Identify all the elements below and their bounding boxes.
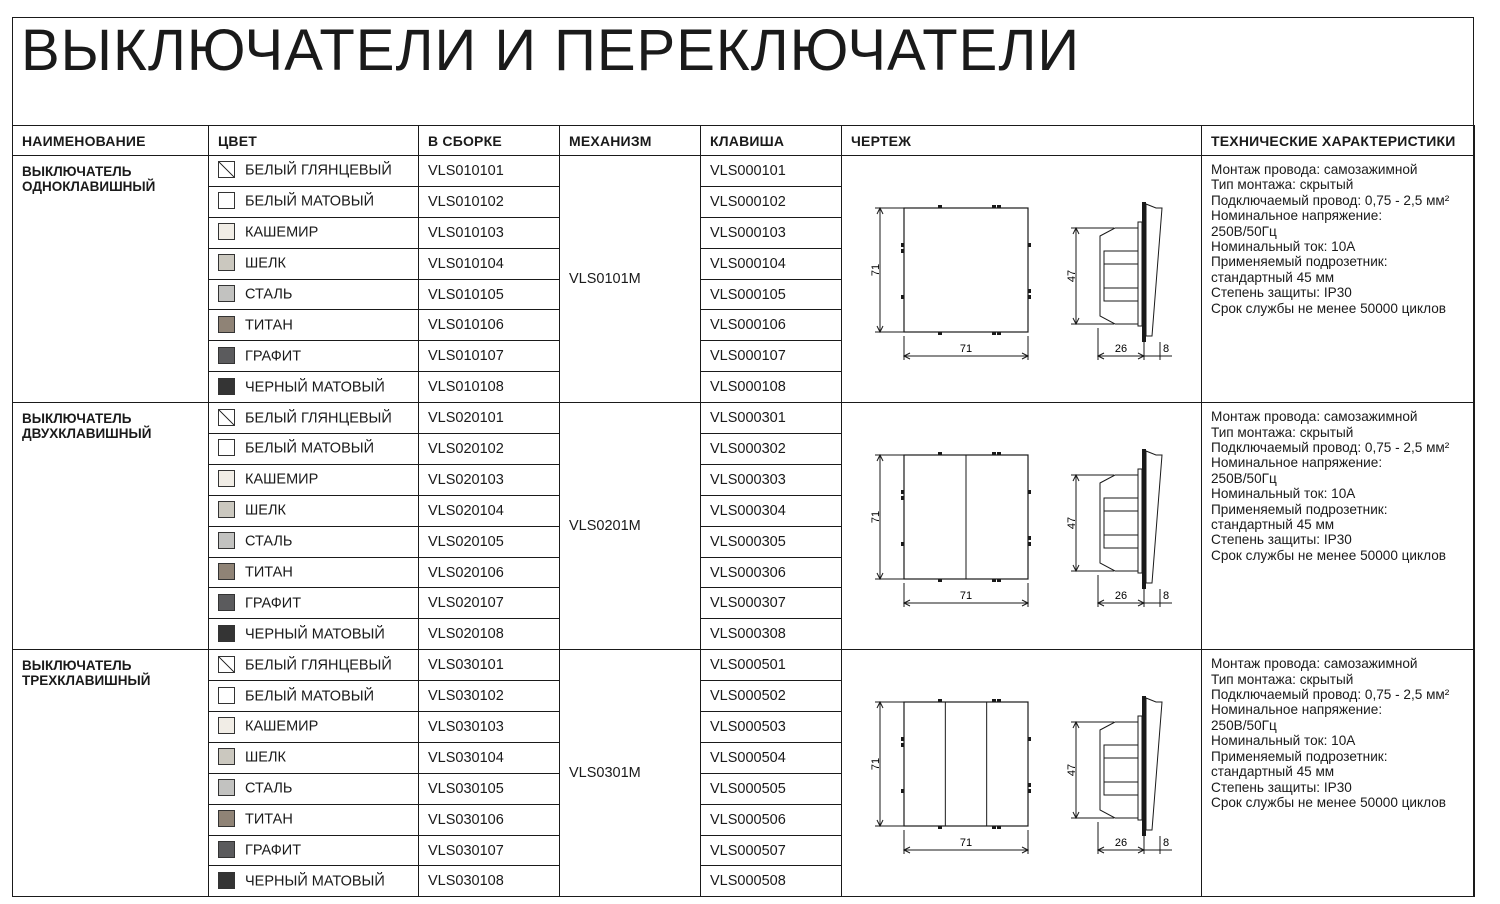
front-plate — [904, 702, 1028, 826]
color-cell — [209, 156, 419, 187]
mechanism-code: VLS0201M — [560, 403, 701, 650]
table-row — [13, 156, 1475, 187]
color-cell — [209, 403, 419, 434]
spec-line: Номинальное напряжение: — [1211, 702, 1383, 718]
key-code: VLS000503 — [701, 712, 842, 743]
key-code: VLS000507 — [701, 835, 842, 866]
plate-tab — [997, 205, 1001, 208]
key-code: VLS000306 — [701, 557, 842, 588]
spec-line: стандартный 45 мм — [1211, 269, 1335, 285]
plate-tab — [1028, 490, 1031, 494]
dim-width-label: 71 — [959, 343, 973, 355]
key-code: VLS000501 — [701, 650, 842, 681]
key-code: VLS000108 — [701, 372, 842, 403]
color-swatch — [218, 409, 235, 426]
spec-line: Тип монтажа: скрытый — [1211, 671, 1354, 687]
color-swatch — [218, 470, 235, 487]
plate-tab — [901, 737, 904, 741]
header-drawing: ЧЕРТЕЖ — [842, 126, 1202, 156]
catalog-sheet — [12, 17, 1474, 897]
plate-tab — [997, 826, 1001, 829]
dim-width-label: 71 — [959, 590, 973, 603]
color-cell — [209, 804, 419, 835]
color-label: ГРАФИТ — [245, 348, 302, 365]
plate-tab — [992, 826, 996, 829]
spec-line: 250В/50Гц — [1211, 717, 1277, 733]
spec-line: Номинальный ток: 10А — [1211, 486, 1356, 502]
assembly-code: VLS010106 — [419, 310, 560, 341]
assembly-code: VLS030104 — [419, 742, 560, 773]
spec-line: Подключаемый провод: 0,75 - 2,5 мм² — [1211, 439, 1450, 455]
table-body — [13, 156, 1475, 897]
key-code: VLS000307 — [701, 588, 842, 619]
plate-tab — [1028, 289, 1031, 293]
dim-depth-height-label: 47 — [1066, 269, 1078, 283]
color-label: СТАЛЬ — [245, 780, 293, 797]
spec-line: Тип монтажа: скрытый — [1211, 177, 1354, 193]
color-swatch — [218, 254, 235, 271]
assembly-code: VLS030108 — [419, 866, 560, 897]
plate-tab — [992, 452, 996, 455]
dim-width-label: 71 — [959, 837, 973, 850]
assembly-code: VLS010108 — [419, 372, 560, 403]
spec-line: Номинальный ток: 10А — [1211, 733, 1356, 749]
color-cell — [209, 372, 419, 403]
rocker-key — [1146, 698, 1162, 830]
drawing-cell — [842, 156, 1202, 403]
mechanism-code: VLS0301M — [560, 650, 701, 897]
key-code: VLS000506 — [701, 804, 842, 835]
spec-line: Монтаж провода: самозажимной — [1211, 409, 1418, 425]
plate-tab — [992, 579, 996, 582]
color-swatch — [218, 161, 235, 178]
assembly-code: VLS030106 — [419, 804, 560, 835]
key-code: VLS000301 — [701, 403, 842, 434]
assembly-code: VLS010101 — [419, 156, 560, 187]
key-code: VLS000107 — [701, 341, 842, 372]
color-cell — [209, 835, 419, 866]
key-code: VLS000505 — [701, 773, 842, 804]
dim-depth-label: 26 — [1114, 343, 1128, 355]
plate-tab — [992, 205, 996, 208]
color-swatch — [218, 563, 235, 580]
key-code: VLS000101 — [701, 156, 842, 187]
drawing-group — [870, 449, 1172, 607]
spec-line: Срок службы не менее 50000 циклов — [1211, 794, 1446, 810]
color-cell — [209, 434, 419, 465]
key-code: VLS000103 — [701, 217, 842, 248]
color-swatch — [218, 439, 235, 456]
assembly-code: VLS030107 — [419, 835, 560, 866]
dim-height-label: 71 — [870, 263, 882, 277]
color-label: ТИТАН — [245, 811, 293, 828]
mechanism-code: VLS0101M — [560, 156, 701, 403]
plate-tab — [938, 826, 942, 829]
color-cell — [209, 773, 419, 804]
spec-line: 250В/50Гц — [1211, 223, 1277, 239]
assembly-code: VLS020104 — [419, 495, 560, 526]
color-swatch — [218, 223, 235, 240]
color-cell — [209, 557, 419, 588]
color-label: БЕЛЫЙ ГЛЯНЦЕВЫЙ — [245, 657, 392, 674]
dim-depth-height-label: 47 — [1066, 764, 1078, 777]
color-swatch — [218, 810, 235, 827]
color-cell — [209, 526, 419, 557]
color-swatch — [218, 532, 235, 549]
color-label: СТАЛЬ — [245, 286, 293, 303]
rocker-key — [1146, 451, 1162, 583]
plate-tab — [901, 295, 904, 299]
dim-height-label: 71 — [870, 511, 882, 524]
plate-tab — [901, 743, 904, 747]
color-swatch — [218, 625, 235, 642]
plate-tab — [901, 542, 904, 546]
plate-tab — [1028, 542, 1031, 546]
assembly-code: VLS010102 — [419, 186, 560, 217]
color-cell — [209, 341, 419, 372]
product-name: ВЫКЛЮЧАТЕЛЬ ДВУХКЛАВИШНЫЙ — [13, 403, 209, 650]
drawing-group — [870, 202, 1172, 360]
spec-line: стандартный 45 мм — [1211, 516, 1335, 532]
color-label: ЧЕРНЫЙ МАТОВЫЙ — [245, 379, 385, 395]
color-cell — [209, 712, 419, 743]
product-name: ВЫКЛЮЧАТЕЛЬ ОДНОКЛАВИШНЫЙ — [13, 156, 209, 403]
assembly-code: VLS010107 — [419, 341, 560, 372]
assembly-code: VLS030102 — [419, 681, 560, 712]
plate-tab — [1028, 737, 1031, 741]
product-name: ВЫКЛЮЧАТЕЛЬ ТРЕХКЛАВИШНЫЙ — [13, 650, 209, 897]
assembly-code: VLS030101 — [419, 650, 560, 681]
color-cell — [209, 866, 419, 897]
color-label: БЕЛЫЙ МАТОВЫЙ — [245, 687, 375, 704]
plate-tab — [992, 332, 996, 335]
assembly-code: VLS010103 — [419, 217, 560, 248]
drawing-cell — [842, 650, 1202, 897]
table-header-row — [13, 126, 1475, 156]
color-label: БЕЛЫЙ ГЛЯНЦЕВЫЙ — [245, 162, 392, 179]
header-key: КЛАВИША — [701, 126, 842, 156]
dim-key-depth-label: 8 — [1162, 590, 1170, 603]
plate-tab — [997, 332, 1001, 335]
header-mechanism: МЕХАНИЗМ — [560, 126, 701, 156]
switch-drawing — [842, 403, 1200, 647]
switch-drawing — [842, 650, 1200, 894]
product-table — [12, 125, 1475, 897]
color-label: ГРАФИТ — [245, 842, 302, 859]
color-cell — [209, 588, 419, 619]
color-cell — [209, 186, 419, 217]
key-code: VLS000305 — [701, 526, 842, 557]
spec-line: Срок службы не менее 50000 циклов — [1211, 300, 1446, 316]
dim-depth-height-label: 47 — [1066, 517, 1078, 530]
color-swatch — [218, 347, 235, 364]
plate-tab — [901, 249, 904, 253]
color-swatch — [218, 316, 235, 333]
key-code: VLS000104 — [701, 248, 842, 279]
color-label: БЕЛЫЙ МАТОВЫЙ — [245, 193, 375, 210]
spec-line: Монтаж провода: самозажимной — [1211, 162, 1418, 177]
assembly-code: VLS020105 — [419, 526, 560, 557]
spec-line: 250В/50Гц — [1211, 470, 1277, 486]
color-swatch — [218, 285, 235, 302]
assembly-code: VLS020108 — [419, 619, 560, 650]
color-cell — [209, 248, 419, 279]
plate-tab — [938, 205, 942, 208]
spec-line: Монтаж провода: самозажимной — [1211, 656, 1418, 672]
header-specs: ТЕХНИЧЕСКИЕ ХАРАКТЕРИСТИКИ — [1202, 126, 1475, 156]
color-label: ТИТАН — [245, 317, 293, 334]
color-label: БЕЛЫЙ ГЛЯНЦЕВЫЙ — [245, 409, 392, 426]
color-cell — [209, 279, 419, 310]
key-code: VLS000102 — [701, 186, 842, 217]
table-row — [13, 403, 1475, 434]
page-title: ВЫКЛЮЧАТЕЛИ И ПЕРЕКЛЮЧАТЕЛИ — [21, 18, 1081, 83]
key-code: VLS000508 — [701, 866, 842, 897]
assembly-code: VLS020102 — [419, 434, 560, 465]
color-swatch — [218, 594, 235, 611]
assembly-code: VLS020106 — [419, 557, 560, 588]
color-cell — [209, 619, 419, 650]
color-label: КАШЕМИР — [245, 471, 319, 488]
spec-line: Подключаемый провод: 0,75 - 2,5 мм² — [1211, 192, 1450, 208]
spec-line: Номинальный ток: 10А — [1211, 239, 1356, 255]
assembly-code: VLS030103 — [419, 712, 560, 743]
key-code: VLS000304 — [701, 495, 842, 526]
spec-line: стандартный 45 мм — [1211, 764, 1335, 780]
color-swatch — [218, 717, 235, 734]
plate-tab — [901, 243, 904, 247]
color-swatch — [218, 501, 235, 518]
color-cell — [209, 464, 419, 495]
mechanism-body — [1100, 228, 1138, 324]
color-cell — [209, 495, 419, 526]
assembly-code: VLS030105 — [419, 773, 560, 804]
key-code: VLS000308 — [701, 619, 842, 650]
mounting-frame — [1142, 202, 1146, 342]
header-color: ЦВЕТ — [209, 126, 419, 156]
mechanism-body — [1100, 722, 1138, 818]
drawing-group — [870, 696, 1172, 854]
plate-tab — [997, 579, 1001, 582]
mounting-frame — [1142, 449, 1146, 589]
assembly-code: VLS020107 — [419, 588, 560, 619]
dim-key-depth-label: 8 — [1162, 343, 1170, 355]
plate-tab — [997, 452, 1001, 455]
plate-tab — [938, 332, 942, 335]
spec-line: Степень защиты: IP30 — [1211, 779, 1352, 795]
color-label: КАШЕМИР — [245, 718, 319, 735]
dim-depth-label: 26 — [1114, 837, 1128, 850]
header-assembly: В СБОРКЕ — [419, 126, 560, 156]
plate-tab — [997, 699, 1001, 702]
color-cell — [209, 310, 419, 341]
plate-tab — [1028, 243, 1031, 247]
front-plate — [904, 208, 1028, 332]
color-label: ТИТАН — [245, 564, 293, 581]
dim-depth-label: 26 — [1114, 590, 1128, 603]
specs-cell — [1202, 156, 1475, 403]
color-swatch — [218, 779, 235, 796]
color-label: ШЕЛК — [245, 749, 286, 766]
plate-tab — [1028, 295, 1031, 299]
dim-key-depth-label: 8 — [1162, 837, 1170, 850]
key-code: VLS000504 — [701, 742, 842, 773]
color-cell — [209, 681, 419, 712]
plate-tab — [938, 699, 942, 702]
color-label: ШЕЛК — [245, 502, 286, 519]
plate-tab — [1028, 536, 1031, 540]
spec-line: Применяемый подрозетник: — [1211, 254, 1388, 270]
mechanism-body — [1100, 475, 1138, 571]
dim-height-label: 71 — [870, 758, 882, 771]
spec-line: Применяемый подрозетник: — [1211, 748, 1388, 764]
spec-line: Срок службы не менее 50000 циклов — [1211, 547, 1446, 563]
color-label: СТАЛЬ — [245, 533, 293, 550]
color-label: ГРАФИТ — [245, 595, 302, 612]
spec-line: Номинальное напряжение: — [1211, 208, 1383, 224]
switch-drawing — [842, 156, 1200, 400]
header-name: НАИМЕНОВАНИЕ — [13, 126, 209, 156]
color-swatch — [218, 687, 235, 704]
plate-tab — [901, 496, 904, 500]
assembly-code: VLS010104 — [419, 248, 560, 279]
plate-tab — [901, 789, 904, 793]
color-label: КАШЕМИР — [245, 224, 319, 241]
key-code: VLS000106 — [701, 310, 842, 341]
assembly-code: VLS020101 — [419, 403, 560, 434]
drawing-cell — [842, 403, 1202, 650]
table-row — [13, 650, 1475, 681]
color-label: ЧЕРНЫЙ МАТОВЫЙ — [245, 626, 385, 643]
spec-line: Номинальное напряжение: — [1211, 455, 1383, 471]
rocker-key — [1146, 204, 1162, 336]
key-code: VLS000502 — [701, 681, 842, 712]
specs-cell — [1202, 403, 1475, 650]
spec-line: Подключаемый провод: 0,75 - 2,5 мм² — [1211, 687, 1450, 703]
key-code: VLS000105 — [701, 279, 842, 310]
plate-tab — [938, 452, 942, 455]
specs-cell — [1202, 650, 1475, 897]
color-cell — [209, 742, 419, 773]
color-swatch — [218, 872, 235, 889]
color-label: ЧЕРНЫЙ МАТОВЫЙ — [245, 873, 385, 890]
plate-tab — [901, 490, 904, 494]
spec-line: Тип монтажа: скрытый — [1211, 424, 1354, 440]
color-cell — [209, 650, 419, 681]
key-code: VLS000302 — [701, 434, 842, 465]
assembly-code: VLS020103 — [419, 464, 560, 495]
plate-tab — [1028, 783, 1031, 787]
plate-tab — [938, 579, 942, 582]
key-code: VLS000303 — [701, 464, 842, 495]
mounting-frame — [1142, 696, 1146, 836]
color-swatch — [218, 378, 235, 395]
color-label: БЕЛЫЙ МАТОВЫЙ — [245, 440, 375, 457]
color-swatch — [218, 656, 235, 673]
color-cell — [209, 217, 419, 248]
color-label: ШЕЛК — [245, 255, 286, 272]
spec-line: Степень защиты: IP30 — [1211, 285, 1352, 301]
plate-tab — [1028, 789, 1031, 793]
spec-line: Применяемый подрозетник: — [1211, 501, 1388, 517]
color-swatch — [218, 841, 235, 858]
assembly-code: VLS010105 — [419, 279, 560, 310]
plate-tab — [992, 699, 996, 702]
color-swatch — [218, 192, 235, 209]
spec-line: Степень защиты: IP30 — [1211, 532, 1352, 548]
color-swatch — [218, 748, 235, 765]
